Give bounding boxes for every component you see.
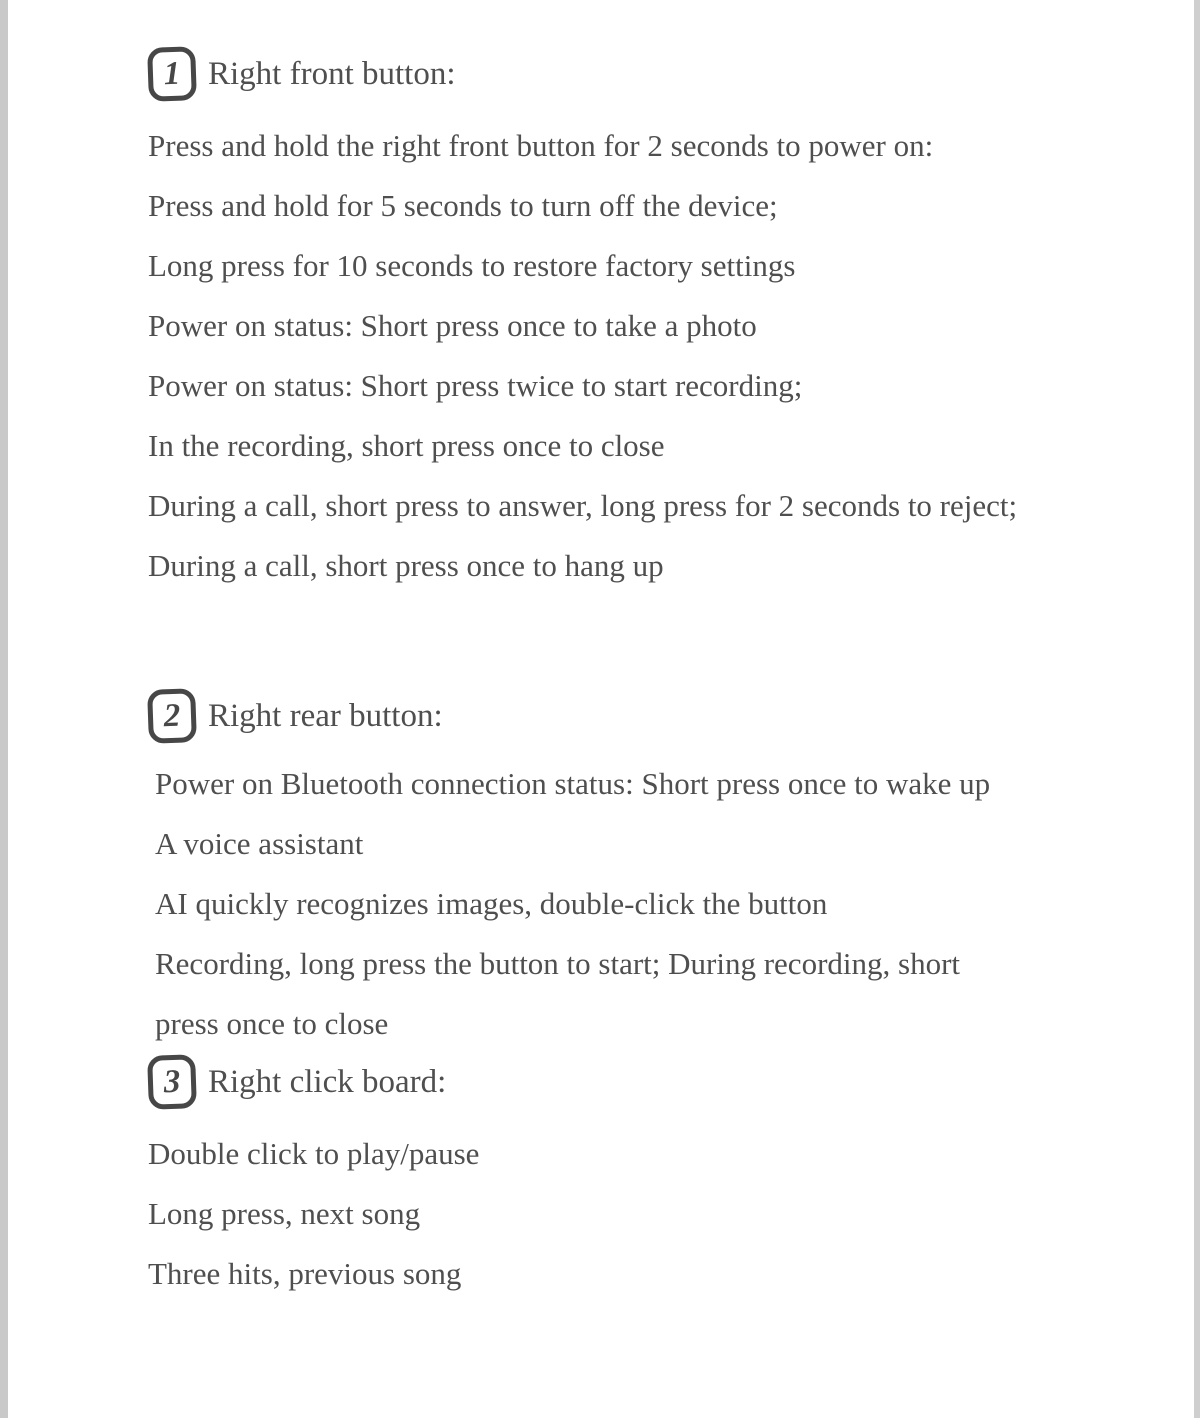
section-right-rear-button bbox=[148, 688, 1140, 1054]
instruction-line: Press and hold the right front button for 2 seconds to power on: bbox=[148, 128, 934, 163]
section-title: Right click board: bbox=[208, 1063, 447, 1100]
instruction-line: In the recording, short press once to close bbox=[148, 428, 665, 463]
section-title: Right front button: bbox=[208, 55, 456, 92]
instruction-line: Long press, next song bbox=[148, 1196, 421, 1231]
instruction-line: Press and hold for 5 seconds to turn off the device; bbox=[148, 188, 778, 223]
instruction-line: Three hits, previous song bbox=[148, 1256, 462, 1291]
instruction-line: Double click to play/pause bbox=[148, 1136, 480, 1171]
section-heading bbox=[148, 1054, 1140, 1110]
instruction-line: press once to close bbox=[155, 1006, 389, 1041]
instruction-line: A voice assistant bbox=[155, 826, 364, 861]
instruction-line: Recording, long press the button to start; During recording, short bbox=[155, 946, 961, 981]
left-page-edge bbox=[0, 0, 8, 1418]
section-heading bbox=[148, 46, 1140, 102]
instruction-line: Power on status: Short press twice to start recording; bbox=[148, 368, 803, 403]
instruction-line: Power on status: Short press once to take a photo bbox=[148, 308, 757, 343]
instruction-line: Long press for 10 seconds to restore factory settings bbox=[148, 248, 796, 283]
manual-content bbox=[148, 46, 1140, 1304]
instruction-line: AI quickly recognizes images, double-click the button bbox=[155, 886, 828, 921]
section-right-front-button bbox=[148, 46, 1140, 596]
instruction-line: Power on Bluetooth connection status: Short press once to wake up bbox=[155, 766, 991, 801]
instruction-line: During a call, short press once to hang up bbox=[148, 548, 664, 583]
section-right-click-board bbox=[148, 1054, 1140, 1304]
number-3-badge-icon: 3 bbox=[147, 1054, 197, 1110]
instruction-line: During a call, short press to answer, long press for 2 seconds to reject; bbox=[148, 488, 1018, 523]
section-title: Right rear button: bbox=[208, 697, 443, 734]
number-2-badge-icon: 2 bbox=[147, 688, 197, 744]
number-1-badge-icon: 1 bbox=[147, 46, 197, 102]
right-page-edge bbox=[1194, 0, 1200, 1418]
section-heading bbox=[148, 688, 1140, 744]
